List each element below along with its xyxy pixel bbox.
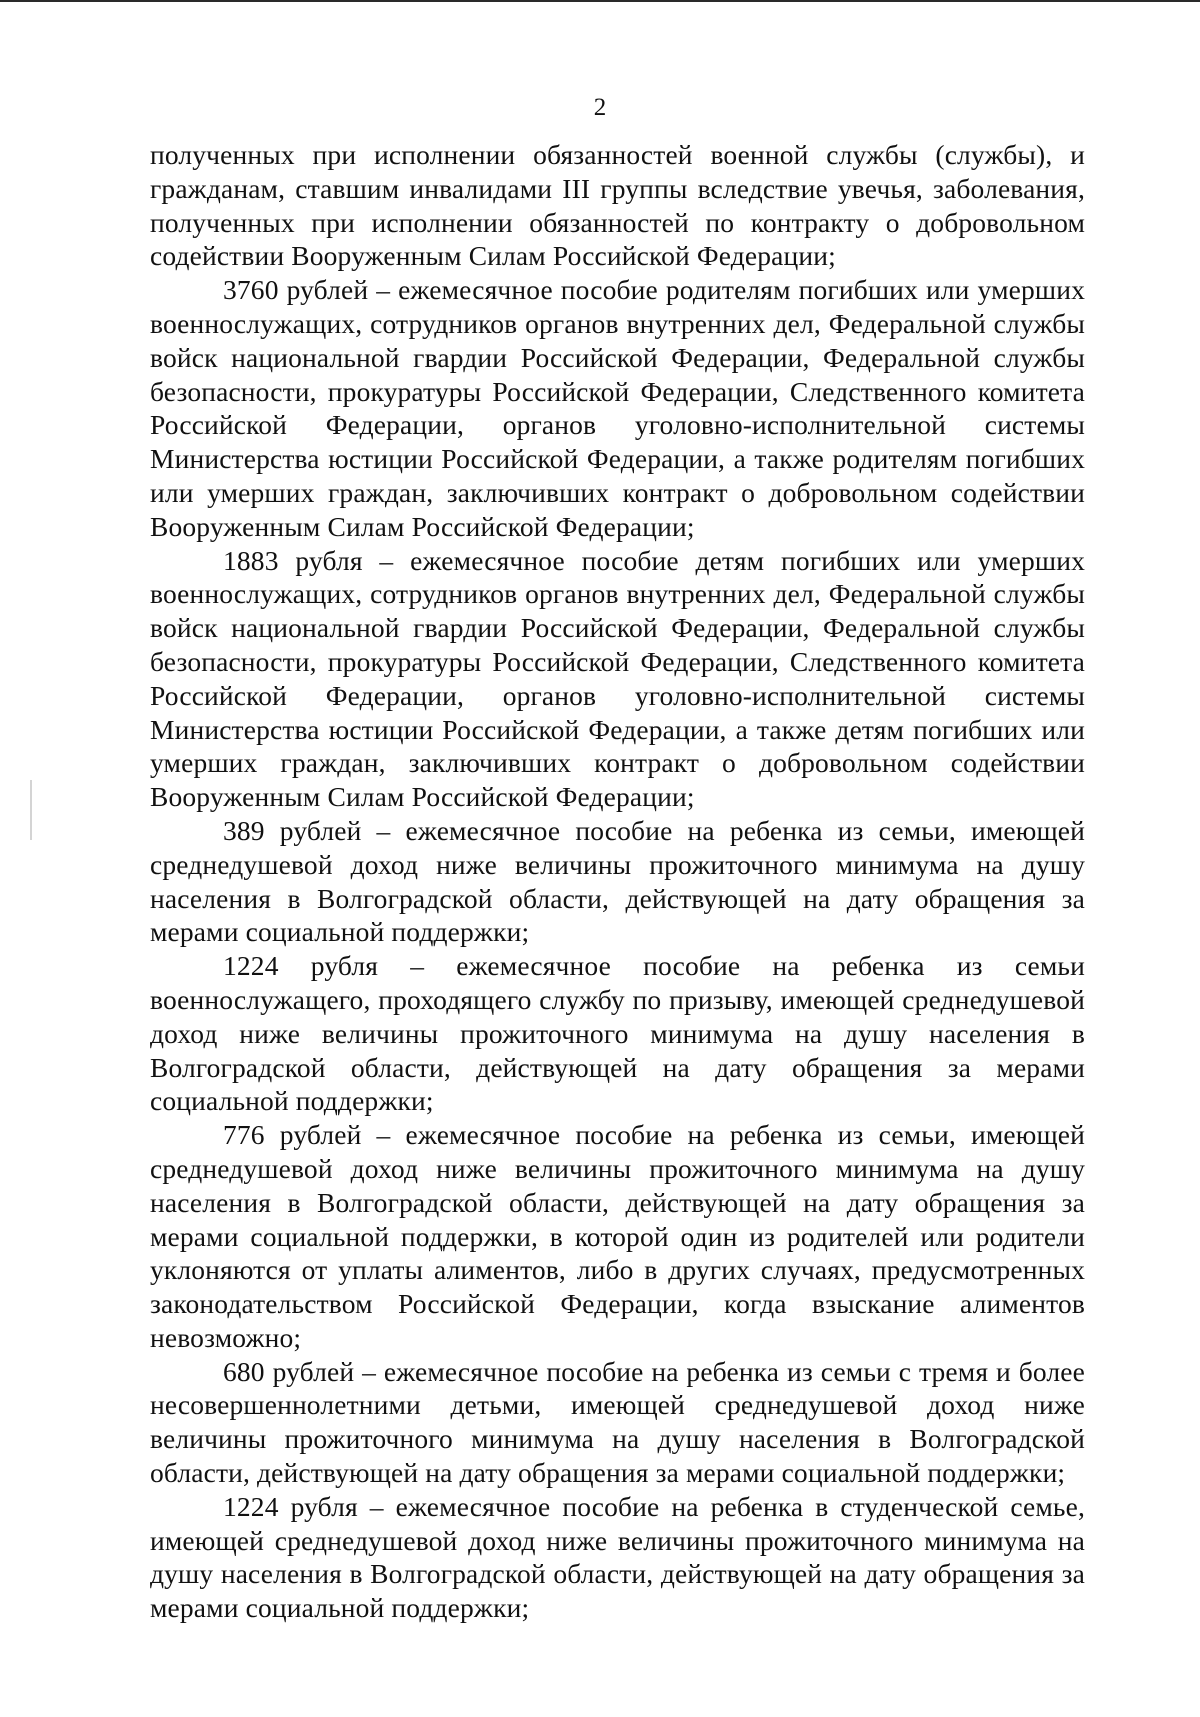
scan-artifact (30, 780, 32, 840)
paragraph-conscript-child: 1224 рубля – ежемесячное пособие на ребенка из семьи военнослужащего, проходящего службу по призыву, имеющей среднедушевой доход ниже величины прожиточного минимума на душу населения в Волгоградской области, действующей на дату обращения за мерами социальной поддержки; (150, 950, 1085, 1117)
paragraph-children-allowance: 1883 рубля – ежемесячное пособие детям погибших или умерших военнослужащих, сотрудников органов внутренних дел, Федеральной службы войск национальной гвардии Российской Федерации, Федеральной службы безопасности, прокуратуры Российской Федерации, Следственного комитета Российской Федерации, органов уголовно-исполнительной системы Министерства юстиции Российской Федерации, а также детям погибших или умерших граждан, заключивших контракт о добровольном содействии Вооруженным Силам Российской Федерации; (150, 544, 1085, 813)
paragraph-continuation: полученных при исполнении обязанностей военной службы (службы), и гражданам, ставшим инвалидами III группы вследствие увечья, заболевания, полученных при исполнении обязанностей по контракту о добровольном содействии Вооруженным Силам Российской Федерации; (150, 139, 1085, 272)
document-body (150, 138, 1085, 1625)
paragraph-student-family-child: 1224 рубля – ежемесячное пособие на ребенка в студенческой семье, имеющей среднедушевой доход ниже величины прожиточного минимума на душу населения в Волгоградской области, действующей на дату обращения за мерами социальной поддержки; (150, 1490, 1085, 1624)
paragraph-alimony-child: 776 рублей – ежемесячное пособие на ребенка из семьи, имеющей среднедушевой доход ниже величины прожиточного минимума на душу населения в Волгоградской области, действующей на дату обращения за мерами социальной поддержки, в которой один из родителей или родители уклоняются от уплаты алиментов, либо в других случаях, предусмотренных законодательством Российской Федерации, когда взыскание алиментов невозможно; (150, 1119, 1085, 1353)
paragraph-parents-allowance: 3760 рублей – ежемесячное пособие родителям погибших или умерших военнослужащих, сотрудников органов внутренних дел, Федеральной службы войск национальной гвардии Российской Федерации, Федеральной службы безопасности, прокуратуры Российской Федерации, Следственного комитета Российской Федерации, органов уголовно-исполнительной системы Министерства юстиции Российской Федерации, а также родителям погибших или умерших граждан, заключивших контракт о добровольном содействии Вооруженным Силам Российской Федерации; (150, 274, 1085, 542)
scan-top-border (0, 0, 1200, 2)
paragraph-large-family-child: 680 рублей – ежемесячное пособие на ребенка из семьи с тремя и более несовершеннолетними детьми, имеющей среднедушевой доход ниже величины прожиточного минимума на душу населения в Волгоградской области, действующей на дату обращения за мерами социальной поддержки; (150, 1355, 1085, 1489)
paragraph-low-income-child: 389 рублей – ежемесячное пособие на ребенка из семьи, имеющей среднедушевой доход ниже величины прожиточного минимума на душу населения в Волгоградской области, действующей на дату обращения за мерами социальной поддержки; (150, 814, 1085, 948)
page-number: 2 (593, 94, 607, 121)
